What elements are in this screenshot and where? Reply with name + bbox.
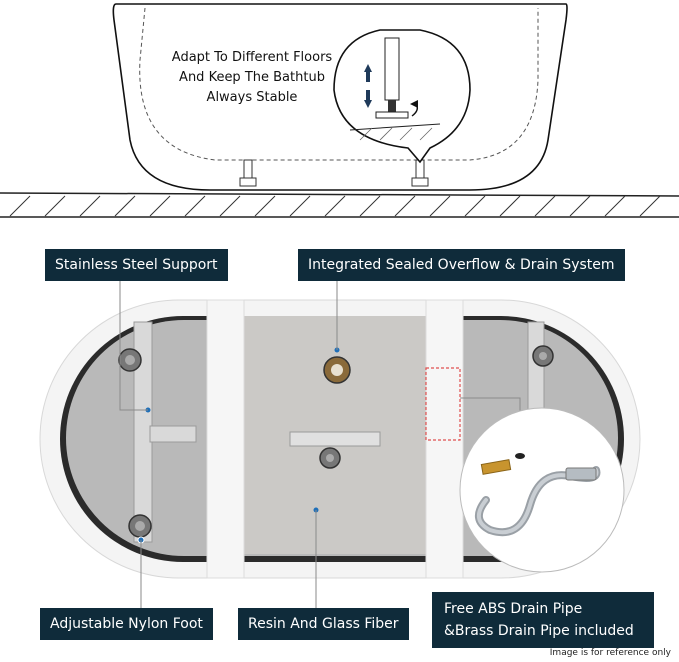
label-resin-glass-fiber: Resin And Glass Fiber	[238, 608, 409, 640]
label-overflow-drain-system: Integrated Sealed Overflow & Drain System	[298, 249, 625, 281]
label-drain-line1: Free ABS Drain Pipe	[444, 601, 583, 617]
label-drain-line2: &Brass Drain Pipe included	[444, 623, 634, 639]
top-callout-line2: And Keep The Bathtub	[179, 70, 325, 85]
reference-footnote: Image is for reference only	[549, 648, 671, 658]
label-adjustable-nylon-foot: Adjustable Nylon Foot	[40, 608, 213, 640]
steel-frame-center	[290, 432, 380, 446]
drain-pipe-accessory	[460, 408, 624, 572]
top-callout-line3: Always Stable	[206, 90, 298, 105]
top-callout-line1: Adapt To Different Floors	[171, 50, 333, 65]
top-callout	[162, 48, 342, 108]
center-support-foot	[320, 448, 340, 468]
nylon-foot-top-left	[119, 349, 141, 371]
label-stainless-steel-support: Stainless Steel Support	[45, 249, 228, 281]
nylon-foot-bottom-left	[129, 515, 151, 537]
label-drain-pipe-included	[432, 592, 654, 648]
floor-hatch	[0, 193, 679, 217]
drain-fitting	[324, 357, 350, 383]
nylon-foot-right	[533, 346, 553, 366]
